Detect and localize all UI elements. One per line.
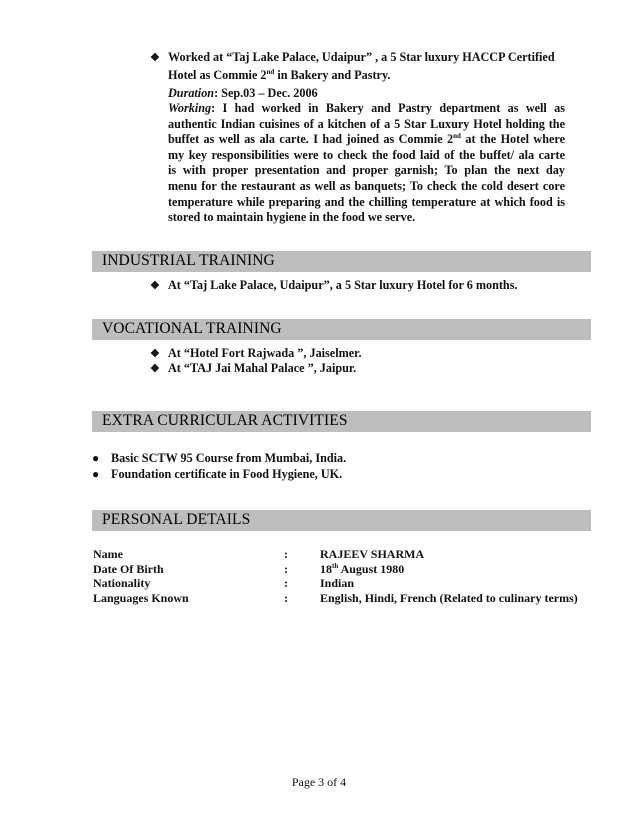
section-bar-extra (92, 411, 591, 432)
duration-label: Duration (168, 86, 215, 100)
work-line1: Worked at “Taj Lake Palace, Udaipur” , a 5 Star luxury HACCP Certified (168, 50, 555, 64)
vocational-item-text: At “Hotel Fort Rajwada ”, Jaiselmer. (168, 346, 362, 360)
working-paragraph (168, 101, 565, 226)
working-line-4: is with proper presentation and proper garnish; To plan the next day (168, 163, 565, 178)
working-line-2 (168, 132, 565, 148)
dob-rest: August 1980 (338, 562, 405, 576)
vocational-item (150, 346, 362, 361)
working-text-0: : I had worked in Bakery and Pastry department as well as (211, 101, 565, 115)
extra-item-text: Foundation certificate in Food Hygiene, UK. (111, 467, 343, 481)
vocational-item (150, 361, 356, 376)
work-line2-post: in Bakery and Pastry. (274, 68, 391, 82)
row-label: Name (93, 547, 123, 561)
row-colon: : (284, 562, 288, 576)
duration-value: : Sep.03 – Dec. 2006 (214, 86, 318, 100)
page-number: Page 3 of 4 (291, 775, 347, 789)
work-duration (168, 86, 318, 101)
section-bar-vocational (92, 319, 591, 340)
row-value (320, 562, 404, 577)
work-item (150, 50, 555, 65)
diamond-bullet-icon: ❖ (150, 348, 160, 360)
working-line-6: temperature while preparing and the chilling temperature at which food is (168, 194, 565, 209)
section-title-extra: EXTRA CURRICULAR ACTIVITIES (102, 412, 348, 429)
row-value: RAJEEV SHARMA (320, 547, 425, 561)
working-line-0 (168, 101, 565, 117)
work-line2-sup: nd (266, 67, 275, 76)
section-bar-personal (92, 510, 591, 531)
working-label: Working (168, 101, 212, 115)
industrial-item-text: At “Taj Lake Palace, Udaipur”, a 5 Star luxury Hotel for 6 months. (168, 278, 518, 292)
dob-sup: th (332, 562, 339, 570)
section-title-vocational: VOCATIONAL TRAINING (102, 320, 282, 337)
row-label: Date Of Birth (93, 562, 164, 576)
row-label: Languages Known (93, 591, 189, 605)
diamond-bullet-icon: ❖ (150, 363, 160, 375)
industrial-item (150, 278, 518, 293)
row-value: Indian (320, 576, 355, 590)
row-colon: : (284, 547, 288, 561)
section-bar-industrial (92, 251, 591, 272)
extra-item (92, 467, 342, 482)
section-title-personal: PERSONAL DETAILS (102, 511, 251, 528)
working-text-2-post: at the Hotel where (460, 132, 565, 147)
row-colon: : (284, 591, 288, 605)
working-text-2: buffet as well as ala carte. I had joined as Commie 2 (168, 132, 454, 147)
working-line-1: authentic Indian cuisines of a kitchen of a 5 Star Luxury Hotel holding the (168, 116, 565, 131)
diamond-bullet-icon: ❖ (150, 52, 160, 64)
row-value: English, Hindi, French (Related to culinary terms) (320, 591, 578, 605)
extra-item-text: Basic SCTW 95 Course from Mumbai, India. (111, 451, 347, 465)
work-line2 (168, 68, 390, 83)
bullet-dot-icon: ● (92, 467, 100, 481)
row-label: Nationality (93, 576, 151, 590)
dob-day: 18 (320, 562, 332, 576)
vocational-item-text: At “TAJ Jai Mahal Palace ”, Jaipur. (168, 361, 357, 375)
diamond-bullet-icon: ❖ (150, 280, 160, 292)
working-line-7: stored to maintain hygiene in the food we serve. (168, 210, 416, 225)
row-colon: : (284, 576, 288, 590)
section-title-industrial: INDUSTRIAL TRAINING (102, 252, 275, 269)
working-line-3: my key responsibilities were to check the food laid of the buffet/ ala carte (168, 147, 565, 162)
working-sup: nd (453, 132, 461, 141)
working-line-5: menu for the restaurant as well as banquets; To check the cold desert core (168, 178, 565, 193)
work-line2-pre: Hotel as Commie 2 (168, 68, 267, 82)
bullet-dot-icon: ● (92, 451, 100, 465)
extra-item (92, 451, 346, 466)
